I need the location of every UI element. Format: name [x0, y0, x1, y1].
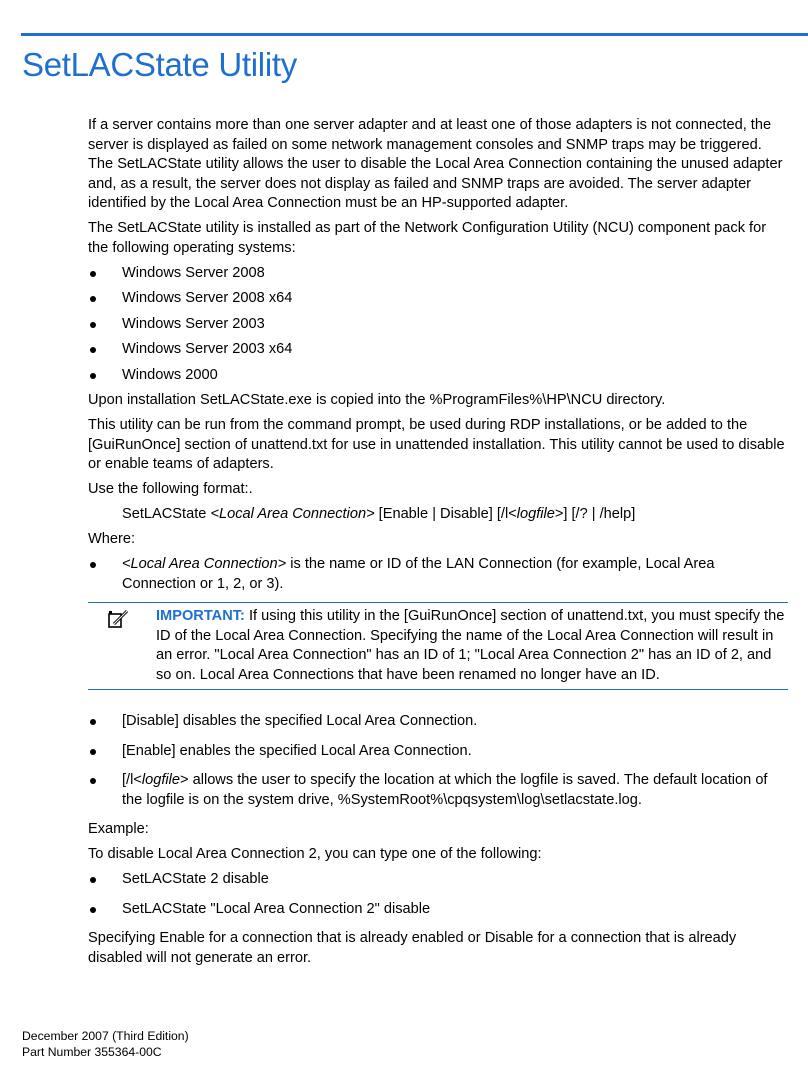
note-label: IMPORTANT: — [156, 608, 245, 624]
part-number: Part Number 355364-00C — [22, 1045, 162, 1059]
syntax-command: SetLACState — [122, 506, 211, 522]
install-paragraph: The SetLACState utility is installed as part of the Network Configuration Utility (NCU) component pack for the following operating systems: — [88, 220, 767, 256]
list-item: SetLACState 2 disable — [88, 870, 788, 890]
page-title: SetLACState Utility — [22, 46, 297, 83]
syntax-arg-lac: <Local Area Connection> — [210, 506, 375, 522]
list-item: [Disable] disables the specified Local Area Connection. — [88, 712, 788, 732]
logfile-prefix: [/l< — [122, 772, 142, 788]
list-item — [88, 771, 788, 810]
document-body — [88, 116, 788, 974]
logfile-description: > allows the user to specify the location at which the logfile is saved. The default location of the logfile is on the system drive, %SystemRoot%\cpqsystem\log\setlacstate.log. — [122, 772, 768, 808]
syntax-options: [Enable | Disable] [/l< — [374, 506, 517, 522]
list-item: Windows Server 2008 — [88, 264, 788, 284]
syntax-help: >] [/? | /help] — [554, 506, 636, 522]
list-item: Windows Server 2003 — [88, 315, 788, 335]
syntax-arg-logfile: logfile — [516, 506, 555, 522]
format-label: Use the following format:. — [88, 481, 253, 497]
list-item — [88, 555, 788, 594]
important-note — [88, 602, 788, 690]
param-term: <Local Area Connection> — [122, 556, 287, 572]
command-syntax — [88, 505, 788, 525]
intro-paragraph: If a server contains more than one server adapter and at least one of those adapters is not connected, the server is displayed as failed on some network management consoles and SNMP traps may be triggered. The SetLACState utility allows the user to disable the Local Area Connection containing the unused adapter and, as a result, the server does not display as failed and SNMP traps are avoided. The server adapter identified by the Local Area Connection must be an HP-supported adapter. — [88, 117, 783, 211]
example-paragraph: To disable Local Area Connection 2, you can type one of the following: — [88, 846, 542, 862]
page-footer — [22, 1028, 189, 1060]
example-label: Example: — [88, 821, 149, 837]
os-list — [88, 264, 788, 386]
parameter-list — [88, 555, 788, 594]
note-pencil-icon — [108, 609, 130, 629]
list-item: Windows Server 2003 x64 — [88, 340, 788, 360]
list-item: Windows Server 2008 x64 — [88, 289, 788, 309]
closing-paragraph: Specifying Enable for a connection that is already enabled or Disable for a connection that is already disabled will not generate an error. — [88, 930, 737, 966]
where-label: Where: — [88, 531, 136, 547]
note-text: If using this utility in the [GuiRunOnce] section of unattend.txt, you must specify the ID of the Local Area Connection. Specifying the name of the Local Area Connection will result in an error. "Local Area Connection" has an ID of 1; "Local Area Connection 2" has an ID of 2, and so on. Local Area Connections that have been renamed no longer have an ID. — [156, 608, 785, 683]
list-item: Windows 2000 — [88, 366, 788, 386]
list-item: SetLACState "Local Area Connection 2" disable — [88, 900, 788, 920]
logfile-term: logfile — [141, 772, 181, 788]
list-item: [Enable] enables the specified Local Area Connection. — [88, 742, 788, 762]
option-list — [88, 712, 788, 810]
edition-info: December 2007 (Third Edition) — [22, 1029, 189, 1043]
param-description: is the name or ID of the LAN Connection (for example, Local Area Connection or 1, 2, or 3). — [122, 556, 715, 592]
header-rule — [21, 33, 808, 36]
usage-paragraph: This utility can be run from the command prompt, be used during RDP installations, or be added to the [GuiRunOnce] section of unattend.txt for use in unattended installation. This utility cannot be used to disable or enable teams of adapters. — [88, 417, 785, 472]
example-list — [88, 870, 788, 919]
copy-paragraph: Upon installation SetLACState.exe is copied into the %ProgramFiles%\HP\NCU directory. — [88, 392, 666, 408]
